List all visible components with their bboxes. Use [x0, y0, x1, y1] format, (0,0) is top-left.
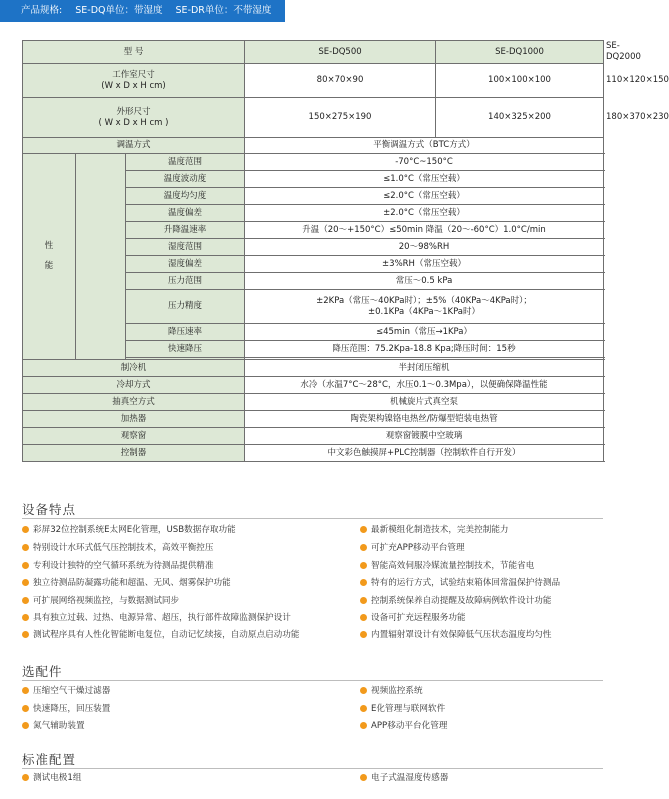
row-label: 制冷机 [23, 360, 245, 377]
perf-value: ≤2.0°C（常压空载） [245, 188, 604, 205]
perf-label: 温度波动度 [126, 171, 245, 188]
perf-value: 降压范围：75.2Kpa-18.8 Kpa;降压时间：15秒 [245, 341, 604, 358]
feature-text: 具有独立过载、过热、电源异常、超压，执行部件故障监测保护设计 [33, 613, 291, 623]
table-row [23, 394, 604, 411]
spec-banner [0, 0, 285, 22]
features-title: 设备特点 [22, 502, 77, 517]
perf-label: 快速降压 [126, 341, 245, 358]
performance-spacer [76, 154, 126, 360]
features-divider [22, 518, 603, 519]
list-item [360, 772, 448, 785]
perf-label: 湿度偏差 [126, 256, 245, 273]
standard-divider [22, 768, 603, 769]
feature-text: 可扩充APP移动平台管理 [371, 543, 465, 553]
table-row [23, 154, 604, 171]
temp-mode-value: 平衡调温方式（BTC方式） [245, 138, 604, 154]
performance-char: 性 [44, 241, 54, 251]
perf-value: 常压～0.5 kPa [245, 273, 604, 290]
row-label: 加热器 [23, 411, 245, 428]
pressure-accuracy-line2: ±0.1KPa（4KPa～1KPa时） [367, 306, 481, 317]
model-cell: SE-DQ500 [245, 41, 436, 64]
bullet-dot-icon [360, 526, 367, 533]
perf-value: 升温（20～+150°C）≤50min 降温（20～-60°C）1.0°C/min [245, 222, 604, 239]
option-text: APP移动平台化管理 [371, 721, 448, 731]
bullet-dot-icon [22, 579, 29, 586]
spec-table [22, 40, 669, 462]
outer-size-cell: 140×325×200 [436, 98, 604, 138]
bullet-dot-icon [360, 562, 367, 569]
performance-category [23, 154, 76, 360]
table-row [23, 428, 604, 445]
option-text: 氮气辅助装置 [33, 721, 85, 731]
list-item [22, 685, 110, 698]
outer-size-cell: 150×275×190 [245, 98, 436, 138]
list-item [360, 560, 534, 573]
bullet-dot-icon [360, 597, 367, 604]
perf-value: ≤1.0°C（常压空载） [245, 171, 604, 188]
bullet-dot-icon [22, 774, 29, 781]
perf-label: 压力范围 [126, 273, 245, 290]
bullet-dot-icon [22, 562, 29, 569]
options-divider [22, 680, 603, 681]
outer-size-unit: ( W x D x H cm ) [98, 117, 169, 128]
list-item [22, 542, 213, 555]
bullet-dot-icon [22, 544, 29, 551]
bullet-dot-icon [22, 631, 29, 638]
feature-text: 特别设计水环式低气压控制技术，高效平衡控压 [33, 543, 214, 553]
feature-text: 内置辐射罩设计有效保障低气压状态温度均匀性 [371, 630, 552, 640]
list-item [22, 629, 299, 642]
table-row [23, 445, 604, 462]
option-text: 视频监控系统 [371, 686, 423, 696]
inner-size-cell: 100×100×100 [436, 64, 604, 98]
bullet-dot-icon [360, 614, 367, 621]
standard-text: 测试电极1组 [33, 773, 82, 783]
performance-char: 能 [44, 261, 54, 271]
list-item [360, 629, 551, 642]
list-item [360, 524, 509, 537]
perf-label: 降压速率 [126, 324, 245, 341]
bullet-dot-icon [360, 722, 367, 729]
list-item [22, 703, 110, 716]
bullet-dot-icon [360, 774, 367, 781]
outer-size-title: 外形尺寸 [116, 106, 151, 117]
feature-text: 特有的运行方式，试验结束箱体回常温保护待测品 [371, 578, 561, 588]
bullet-dot-icon [360, 544, 367, 551]
perf-label: 温度偏差 [126, 205, 245, 222]
bullet-dot-icon [22, 722, 29, 729]
pressure-accuracy-line1: ±2KPa（常压～40KPa时）；±5%（40KPa～4KPa时）； [316, 295, 532, 306]
table-row [23, 360, 604, 377]
row-label: 控制器 [23, 445, 245, 462]
bullet-dot-icon [22, 614, 29, 621]
perf-value: -70°C~150°C [245, 154, 604, 171]
bullet-dot-icon [360, 631, 367, 638]
list-item [22, 595, 179, 608]
list-item [360, 703, 445, 716]
bullet-dot-icon [360, 579, 367, 586]
feature-text: 控制系统保养自动提醒及故障病例软件设计功能 [371, 596, 552, 606]
table-row [23, 411, 604, 428]
inner-size-label [23, 64, 245, 98]
bullet-dot-icon [360, 705, 367, 712]
banner-dq-unit: SE-DQ单位：带湿度 [75, 5, 163, 16]
table-row: 型 号 SE-DQ500 SE-DQ1000 SE-DQ2000 [23, 41, 604, 64]
perf-value: ±3%RH（常压空载） [245, 256, 604, 273]
temp-mode-label: 调温方式 [23, 138, 245, 154]
model-label: 型 号 [23, 41, 245, 64]
table-row [23, 377, 604, 394]
feature-text: 可扩展网络视频监控，与数据测试同步 [33, 596, 180, 606]
row-value: 半封闭压缩机 [245, 360, 604, 377]
bullet-dot-icon [22, 526, 29, 533]
row-value: 陶瓷架构镍铬电热丝/防爆型铠装电热管 [245, 411, 604, 428]
inner-size-unit: (W x D x H cm) [101, 80, 166, 91]
bullet-dot-icon [22, 597, 29, 604]
row-label: 冷却方式 [23, 377, 245, 394]
feature-text: 彩屏32位控制系统E太网E化管理，USB数据存取功能 [33, 525, 236, 535]
list-item [22, 720, 85, 733]
bullet-dot-icon [360, 687, 367, 694]
list-item [360, 542, 465, 555]
option-text: 压缩空气干燥过滤器 [33, 686, 111, 696]
perf-label: 升降温速率 [126, 222, 245, 239]
option-text: E化管理与联网软件 [371, 704, 446, 714]
standard-title: 标准配置 [22, 752, 77, 767]
feature-text: 设备可扩充远程服务功能 [371, 613, 466, 623]
list-item [22, 560, 213, 573]
list-item [22, 577, 231, 590]
feature-text: 最新模组化制造技术，完美控制能力 [371, 525, 509, 535]
row-value: 观察窗镀膜中空玻璃 [245, 428, 604, 445]
perf-label: 温度均匀度 [126, 188, 245, 205]
inner-size-title: 工作室尺寸 [112, 69, 155, 80]
list-item [360, 577, 560, 590]
banner-dr-unit: SE-DR单位：不带湿度 [175, 5, 272, 16]
table-row [23, 138, 604, 154]
banner-label: 产品规格: [21, 5, 63, 16]
list-item [360, 685, 423, 698]
perf-value [245, 290, 604, 324]
table-row: 外形尺寸 ( W x D x H cm ) 150×275×190 140×325×200 180×370×230 [23, 98, 604, 138]
options-title: 选配件 [22, 664, 63, 679]
bullet-dot-icon [22, 705, 29, 712]
perf-value: 20～98%RH [245, 239, 604, 256]
list-item [360, 595, 551, 608]
perf-value: ≤45min（常压→1KPa） [245, 324, 604, 341]
feature-text: 专利设计独特的空气循环系统为待测品提供精准 [33, 561, 214, 571]
row-label: 观察窗 [23, 428, 245, 445]
list-item [22, 612, 291, 625]
list-item [22, 772, 81, 785]
perf-label: 压力精度 [126, 290, 245, 324]
row-label: 抽真空方式 [23, 394, 245, 411]
perf-label: 湿度范围 [126, 239, 245, 256]
feature-text: 测试程序具有人性化智能断电复位，自动记忆续接，自动原点启动功能 [33, 630, 300, 640]
perf-label: 温度范围 [126, 154, 245, 171]
standard-text: 电子式温湿度传感器 [371, 773, 449, 783]
row-value: 机械旋片式真空泵 [245, 394, 604, 411]
row-value: 中文彩色触摸屏+PLC控制器（控制软件自行开发） [245, 445, 604, 462]
list-item [360, 612, 466, 625]
outer-size-label [23, 98, 245, 138]
bullet-dot-icon [22, 687, 29, 694]
inner-size-cell: 80×70×90 [245, 64, 436, 98]
row-value: 水冷（水温7°C～28°C，水压0.1～0.3Mpa），以便确保降温性能 [245, 377, 604, 394]
table-row: 工作室尺寸 (W x D x H cm) 80×70×90 100×100×100 110×120×150 [23, 64, 604, 98]
feature-text: 智能高效伺服冷媒流量控制技术，节能省电 [371, 561, 535, 571]
list-item [22, 524, 236, 537]
list-item [360, 720, 447, 733]
feature-text: 独立待测品防凝露功能和超温、无风、烟雾保护功能 [33, 578, 231, 588]
model-cell: SE-DQ1000 [436, 41, 604, 64]
option-text: 快速降压，回压装置 [33, 704, 111, 714]
perf-value: ±2.0°C（常压空载） [245, 205, 604, 222]
